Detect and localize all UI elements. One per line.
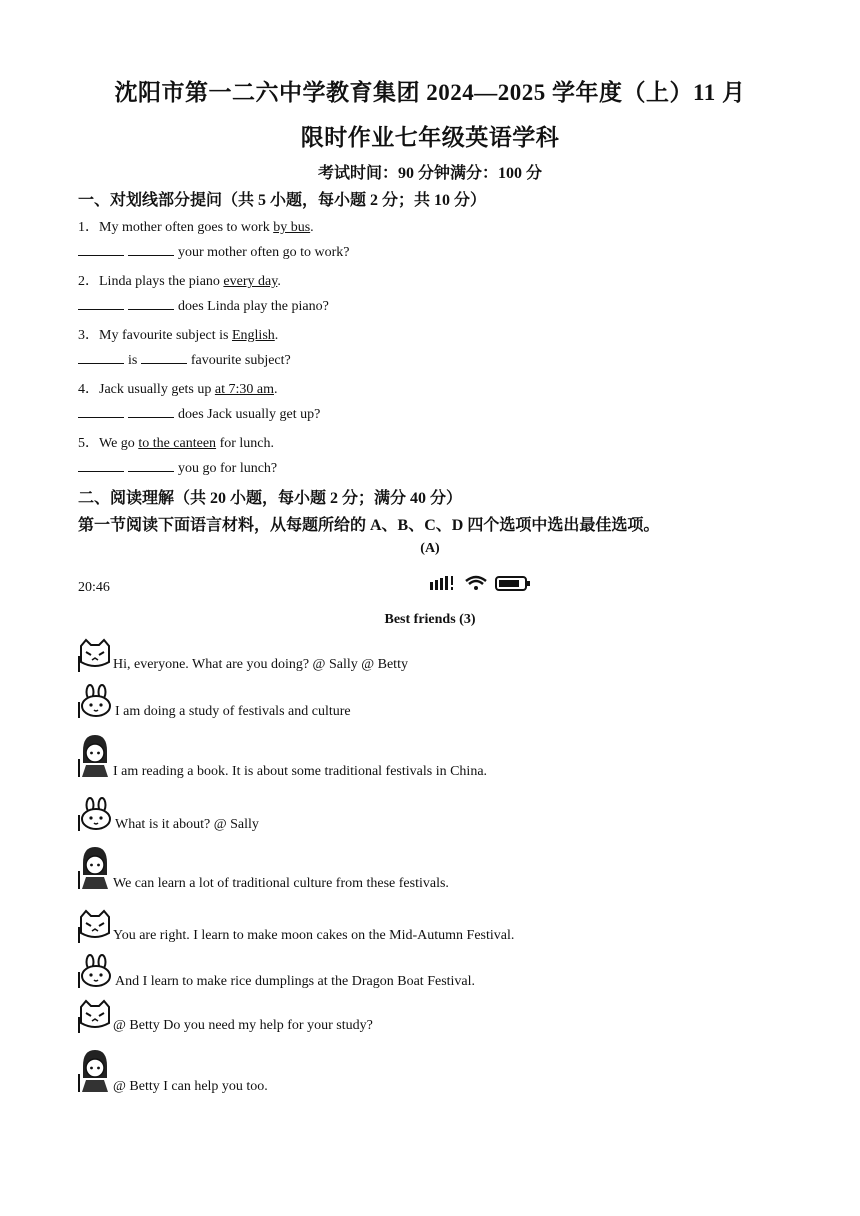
section-2-subheading: 第一节阅读下面语言材料，从每题所给的 A、B、C、D 四个选项中选出最佳选项。 — [78, 517, 660, 534]
wifi-icon — [466, 577, 486, 590]
chat-message — [78, 684, 778, 724]
question-5 — [78, 432, 274, 452]
question-3 — [78, 324, 278, 344]
rabbit-avatar-icon — [78, 954, 114, 988]
rabbit-avatar-icon — [78, 684, 114, 718]
chat-message — [78, 797, 778, 837]
question-text: Jack usually gets up — [99, 382, 215, 397]
question-number: 3． — [78, 328, 99, 343]
answer-blank[interactable] — [128, 297, 174, 310]
question-text-end: . — [274, 328, 279, 343]
section-1-heading: 一、对划线部分提问（共 5 小题，每小题 2 分；共 10 分） — [78, 192, 487, 209]
girl-avatar-icon — [78, 1048, 112, 1092]
chat-message-text: And I learn to make rice dumplings at the Dragon Boat Festival. — [115, 974, 476, 989]
answer-text: does Jack usually get up? — [178, 407, 321, 422]
chat-message — [78, 1048, 778, 1096]
answer-line-3 — [78, 351, 291, 369]
page-title-line-1: 沈阳市第一二六中学教育集团 2024—2025 学年度（上）11 月 — [114, 80, 746, 105]
chat-message-text: @ Betty Do you need my help for your study? — [113, 1018, 373, 1033]
question-number: 2． — [78, 274, 99, 289]
cat-avatar-icon — [78, 909, 112, 943]
answer-line-5 — [78, 459, 277, 477]
question-number: 5． — [78, 436, 99, 451]
answer-line-4 — [78, 405, 320, 423]
girl-avatar-icon — [78, 845, 112, 889]
answer-text: does Linda play the piano? — [178, 299, 329, 314]
answer-text: is — [128, 353, 138, 368]
question-text: My favourite subject is — [99, 328, 232, 343]
question-text-end: . — [277, 274, 281, 289]
exam-info: 考试时间：90 分钟满分：100 分 — [317, 165, 542, 182]
answer-blank[interactable] — [78, 351, 124, 364]
answer-blank[interactable] — [78, 459, 124, 472]
chat-message — [78, 638, 778, 678]
chat-message-text: I am reading a book. It is about some traditional festivals in China. — [113, 764, 488, 779]
chat-message — [78, 909, 778, 949]
question-text-end: . — [310, 220, 314, 235]
answer-blank[interactable] — [78, 297, 124, 310]
answer-blank[interactable] — [141, 351, 187, 364]
question-text: Linda plays the piano — [99, 274, 224, 289]
underlined-phrase: every day — [223, 274, 278, 289]
status-time: 20:46 — [78, 580, 110, 595]
cat-avatar-icon — [78, 999, 112, 1033]
page-title-line-2: 限时作业七年级英语学科 — [300, 125, 560, 150]
question-number: 4． — [78, 382, 99, 397]
chat-message-text: We can learn a lot of traditional culture from these festivals. — [113, 876, 449, 891]
passage-label: (A) — [420, 541, 440, 556]
underlined-phrase: by bus — [273, 220, 311, 235]
question-text: My mother often goes to work — [99, 220, 274, 235]
chat-message — [78, 845, 778, 893]
answer-blank[interactable] — [128, 459, 174, 472]
answer-blank[interactable] — [128, 243, 174, 256]
cat-avatar-icon — [78, 638, 112, 672]
section-2-heading: 二、阅读理解（共 20 小题，每小题 2 分；满分 40 分） — [78, 490, 463, 507]
signal-icon — [430, 576, 453, 590]
chat-message-text: I am doing a study of festivals and culture — [115, 704, 351, 719]
chat-message — [78, 733, 778, 781]
question-text: We go — [99, 436, 139, 451]
underlined-phrase: at 7:30 am — [214, 382, 274, 397]
question-text-end: . — [273, 382, 278, 397]
underlined-phrase: English — [231, 328, 275, 343]
answer-blank[interactable] — [78, 243, 124, 256]
question-4 — [78, 378, 277, 398]
chat-message — [78, 954, 778, 994]
question-text-end: for lunch. — [216, 436, 274, 451]
chat-message-text: You are right. I learn to make moon cakes on the Mid-Autumn Festival. — [113, 928, 515, 943]
answer-text: you go for lunch? — [178, 461, 278, 476]
answer-text: favourite subject? — [190, 353, 291, 368]
chat-title: Best friends (3) — [384, 612, 476, 627]
answer-line-2 — [78, 297, 329, 315]
answer-blank[interactable] — [128, 405, 174, 418]
girl-avatar-icon — [78, 733, 112, 777]
chat-message — [78, 999, 778, 1039]
question-number: 1． — [78, 220, 99, 235]
battery-icon — [496, 577, 530, 590]
rabbit-avatar-icon — [78, 797, 114, 831]
answer-blank[interactable] — [78, 405, 124, 418]
status-icons — [428, 572, 538, 594]
answer-line-1 — [78, 243, 349, 261]
chat-message-text: What is it about? @ Sally — [115, 817, 259, 832]
answer-text: your mother often go to work? — [178, 245, 350, 260]
question-1 — [78, 216, 314, 236]
question-2 — [78, 270, 281, 290]
underlined-phrase: to the canteen — [138, 436, 217, 451]
chat-message-text: Hi, everyone. What are you doing? @ Sally @ Betty — [113, 657, 408, 672]
chat-message-text: @ Betty I can help you too. — [113, 1079, 268, 1094]
